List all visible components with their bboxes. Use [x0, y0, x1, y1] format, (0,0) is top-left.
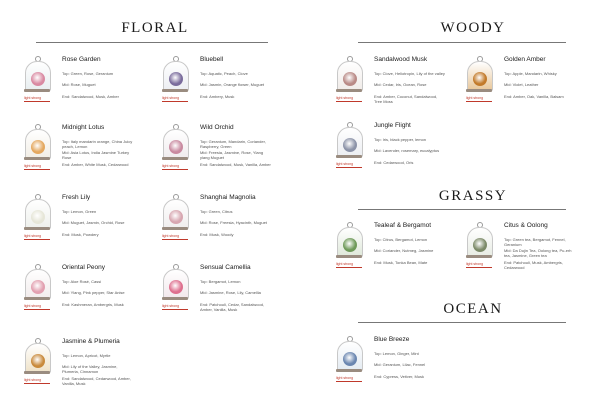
top-notes: Top: Geranium, Mandarin, Coriander, Raspberry, Green: [200, 139, 266, 149]
bell-jar-image: [162, 56, 188, 94]
top-notes: Top: Lemon, Ginger, Mint: [374, 351, 419, 356]
brand-bar: [162, 239, 188, 240]
jar-base: [162, 89, 188, 92]
brand-text: light strong: [162, 164, 180, 168]
product-name: Fresh Lily: [62, 194, 91, 201]
section-title-ocean: OCEAN: [443, 301, 503, 317]
jar-base: [336, 255, 362, 258]
jar-dome: [337, 61, 363, 91]
top-notes: Top: Citrus, Bergamot, Lemon: [374, 237, 428, 242]
flower-image: [169, 280, 183, 294]
section-title-floral: FLORAL: [121, 20, 189, 36]
brand-text: light strong: [162, 234, 180, 238]
brand-text: light strong: [24, 304, 42, 308]
product-name: Bluebell: [200, 56, 224, 63]
mid-notes: Mid: Violet, Leather: [504, 82, 539, 87]
end-notes: End: Sandalwood, Musk, Amber: [62, 94, 119, 99]
product-name: Tealeaf & Bergamot: [374, 222, 432, 229]
flower-image: [31, 72, 45, 86]
end-notes: End: Patchouli, Cedar, Sandalwood, Amber, Vanilla, Musk: [200, 302, 265, 312]
flower-image: [31, 210, 45, 224]
brand-bar: [24, 239, 50, 240]
product-name: Midnight Lotus: [62, 124, 105, 131]
jar-dome: [163, 269, 189, 299]
top-notes: Top: Green, Citrus: [200, 209, 233, 214]
section-title-woody: WOODY: [440, 20, 506, 36]
section-rule-woody: [358, 42, 566, 43]
flower-image: [343, 138, 357, 152]
mid-notes: Mid: Freesia, Jasmine, Rose, Ylang ylang Muguet: [200, 150, 264, 160]
mid-notes: Mid: Cedar, Iris, Ocean, Rose: [374, 82, 427, 87]
jar-base: [336, 89, 362, 92]
mid-notes: Mid: Rose, Freesia, Hyacinth, Muguet: [200, 220, 267, 225]
end-notes: End: Cedarwood, Oris: [374, 160, 414, 165]
jar-dome: [337, 341, 363, 371]
product-name: Sandalwood Musk: [374, 56, 428, 63]
bell-jar-image: [466, 56, 492, 94]
brand-bar: [24, 383, 50, 384]
brand-bar: [162, 169, 188, 170]
brand-text: light strong: [336, 262, 354, 266]
brand-bar: [162, 101, 188, 102]
flower-image: [473, 72, 487, 86]
mid-notes: Mid: Geranium, Lilac, Fennel: [374, 362, 426, 367]
section-rule-grassy: [358, 209, 566, 210]
brand-text: light strong: [24, 164, 42, 168]
end-notes: End: Kashmeran, Ambergris, Musk: [62, 302, 124, 307]
bell-jar-image: [336, 56, 362, 94]
jar-dome: [337, 227, 363, 257]
product-name: Rose Garden: [62, 56, 101, 63]
product-name: Citus & Oolong: [504, 222, 548, 229]
jar-dome: [25, 199, 51, 229]
flower-image: [473, 238, 487, 252]
product-name: Sensual Camellia: [200, 264, 251, 271]
flower-image: [343, 72, 357, 86]
mid-notes: Mid: Jasmine, Rose, Lily, Camellia: [200, 290, 261, 295]
jar-dome: [25, 129, 51, 159]
brand-text: light strong: [162, 96, 180, 100]
brand-bar: [466, 267, 492, 268]
end-notes: End: Amber, Oak, Vanilla, Balsam: [504, 94, 564, 99]
brand-text: light strong: [24, 234, 42, 238]
top-notes: Top: Green tea, Bergamot, Fennel, Geranium: [504, 237, 566, 247]
mid-notes: Mid: Da Dujin Tea, Oolong tea, Pu-erh tea, Jasmine, Green tea: [504, 248, 572, 258]
mid-notes: Mid: Asia Lotus, India Jasmine Turkey Rose: [62, 150, 130, 160]
brand-text: light strong: [466, 262, 484, 266]
product-name: Oriental Peony: [62, 264, 105, 271]
flower-image: [31, 140, 45, 154]
top-notes: Top: Aloe Rosé, Cassi: [62, 279, 102, 284]
flower-image: [169, 140, 183, 154]
jar-base: [336, 369, 362, 372]
jar-base: [24, 227, 50, 230]
brand-text: light strong: [24, 378, 42, 382]
jar-dome: [25, 269, 51, 299]
brand-bar: [336, 101, 362, 102]
jar-base: [24, 297, 50, 300]
brand-bar: [336, 267, 362, 268]
flower-image: [343, 352, 357, 366]
brand-text: light strong: [336, 96, 354, 100]
jar-base: [162, 157, 188, 160]
top-notes: Top: Lemon, Green: [62, 209, 97, 214]
jar-dome: [25, 343, 51, 373]
bell-jar-image: [162, 124, 188, 162]
end-notes: End: Musk, Powdery: [62, 232, 99, 237]
mid-notes: Mid: Rose, Muguet: [62, 82, 96, 87]
mid-notes: Mid: Muguet, Jasmin, Orchid, Rose: [62, 220, 125, 225]
jar-base: [24, 371, 50, 374]
jar-base: [162, 227, 188, 230]
end-notes: End: Amber, Coconut, Sandalwood, Tree Moss: [374, 94, 438, 104]
bell-jar-image: [336, 122, 362, 160]
end-notes: End: Musk, Woody: [200, 232, 234, 237]
end-notes: End: Patchouli, Musk, Ambergris, Cedarwood: [504, 260, 563, 270]
mid-notes: Mid: Lavender, rosemary, eucalyptus: [374, 148, 440, 153]
brand-bar: [24, 169, 50, 170]
brand-text: light strong: [24, 96, 42, 100]
jar-base: [466, 255, 492, 258]
top-notes: Top: Bergamot, Lemon: [200, 279, 241, 284]
product-name: Jasmine & Plumeria: [62, 338, 120, 345]
product-name: Wild Orchid: [200, 124, 234, 131]
jar-dome: [163, 61, 189, 91]
bell-jar-image: [336, 336, 362, 374]
jar-dome: [337, 127, 363, 157]
end-notes: End: Musk, Tonka Bean, Mate: [374, 260, 428, 265]
brand-bar: [336, 381, 362, 382]
top-notes: Top: Italy mandarin orange, China Juicy peach, Lemon: [62, 139, 133, 149]
top-notes: Top: Aquatic, Peach, Clove: [200, 71, 248, 76]
top-notes: Top: Green, Rose, Geranium: [62, 71, 114, 76]
bell-jar-image: [162, 194, 188, 232]
brand-bar: [24, 309, 50, 310]
top-notes: Top: Clove, Heliotropin, Lily of the valley: [374, 71, 445, 76]
end-notes: End: Ambery, Musk: [200, 94, 235, 99]
flower-image: [31, 354, 45, 368]
section-rule-ocean: [358, 322, 566, 323]
bell-jar-image: [336, 222, 362, 260]
jar-base: [466, 89, 492, 92]
flower-image: [31, 280, 45, 294]
jar-base: [162, 297, 188, 300]
brand-bar: [466, 101, 492, 102]
mid-notes: Mid: Ylang, Pink pepper, Star Anise: [62, 290, 125, 295]
jar-dome: [163, 199, 189, 229]
section-rule-floral: [36, 42, 268, 43]
end-notes: End: Cypress, Vetiver, Musk: [374, 374, 425, 379]
flower-image: [169, 210, 183, 224]
product-name: Golden Amber: [504, 56, 546, 63]
product-name: Shanghai Magnolia: [200, 194, 256, 201]
brand-bar: [336, 167, 362, 168]
section-title-grassy: GRASSY: [438, 188, 508, 204]
flower-image: [343, 238, 357, 252]
bell-jar-image: [466, 222, 492, 260]
mid-notes: Mid: Jasmin, Orange flower, Muguet: [200, 82, 265, 87]
top-notes: Top: Lemon, Apricot, Myrtle: [62, 353, 111, 358]
mid-notes: Mid: Coriander, Nutmeg, Jasmine: [374, 248, 434, 253]
product-name: Blue Breeze: [374, 336, 410, 343]
bell-jar-image: [24, 338, 50, 376]
brand-text: light strong: [162, 304, 180, 308]
end-notes: End: Sandalwood, Cedarwood, Amber, Vanilla, Musk: [62, 376, 131, 386]
bell-jar-image: [24, 56, 50, 94]
bell-jar-image: [24, 124, 50, 162]
top-notes: Top: Apple, Mandarin, Whisky: [504, 71, 557, 76]
jar-base: [24, 157, 50, 160]
top-notes: Top: Iris, black pepper, lemon: [374, 137, 427, 142]
brand-bar: [24, 101, 50, 102]
product-name: Jungle Flight: [374, 122, 411, 129]
end-notes: End: Amber, White Musk, Cedarwood: [62, 162, 129, 167]
brand-text: light strong: [466, 96, 484, 100]
jar-dome: [163, 129, 189, 159]
brand-text: light strong: [336, 162, 354, 166]
bell-jar-image: [24, 194, 50, 232]
bell-jar-image: [24, 264, 50, 302]
jar-dome: [467, 227, 493, 257]
brand-text: light strong: [336, 376, 354, 380]
jar-dome: [467, 61, 493, 91]
jar-dome: [25, 61, 51, 91]
mid-notes: Mid: Lily of the Valley, Jasmine, Plumeria, Cinnamon: [62, 364, 118, 374]
jar-base: [336, 155, 362, 158]
bell-jar-image: [162, 264, 188, 302]
jar-base: [24, 89, 50, 92]
brand-bar: [162, 309, 188, 310]
end-notes: End: Sandalwood, Musk, Vanilla, Amber: [200, 162, 271, 167]
flower-image: [169, 72, 183, 86]
